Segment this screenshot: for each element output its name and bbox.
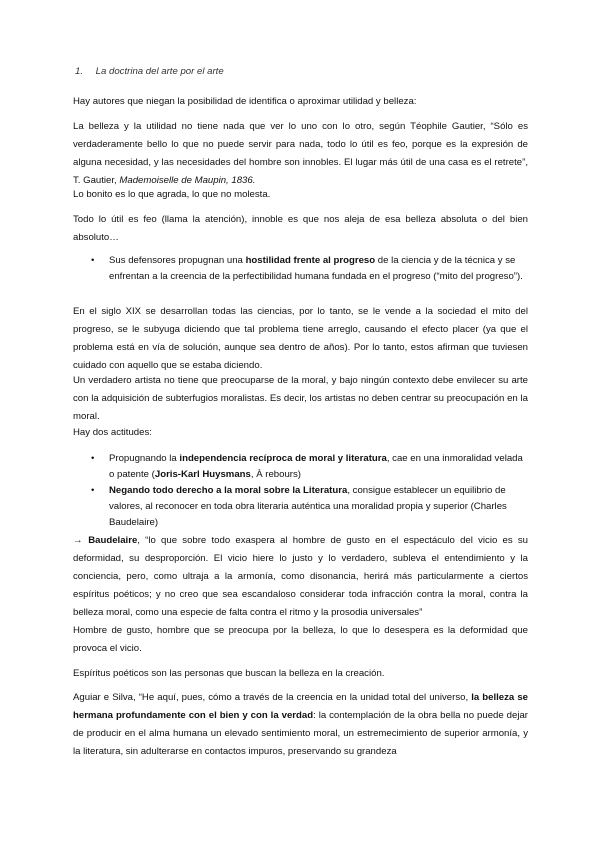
aguiar-text: Aguiar e Silva, “He aquí, pues, cómo a través de la creencia en la unidad total del universo, xyxy=(73,692,472,703)
section-number: 1. xyxy=(75,66,84,77)
bullet-text: Propugnando la xyxy=(109,453,180,464)
bullet-dot-icon: • xyxy=(91,485,95,496)
paragraph-artista: Un verdadero artista no tiene que preocuparse de la moral, y bajo ningún contexto debe envilecer su arte con la adquisición de subterfugios moralistas. Es decir, los artistas no deben centrar su preocupación en la moral. xyxy=(73,375,528,422)
section-title: La doctrina del arte por el arte xyxy=(95,66,224,77)
paragraph-gautier xyxy=(73,118,528,190)
paragraph-intro: Hay autores que niegan la posibilidad de identifica o aproximar utilidad y belleza: xyxy=(73,96,417,107)
bullet-list-progreso xyxy=(73,253,528,285)
bullet-text-mid: , cae en una inmoralidad velada o patente ( xyxy=(109,453,523,480)
gautier-quote: La belleza y la utilidad no tiene nada que ver lo uno con lo otro, según Téophile Gautier, “Sólo es verdaderamente bello lo que no puede servir para nada, todo lo útil es feo, porque es la expresión de alguna necesidad, y las necesidades del hombre son innobles. El lugar más útil de una casa es el retrete”, T. Gautier, xyxy=(73,121,528,186)
baudelaire-name: Baudelaire xyxy=(88,535,138,546)
arrow-right-icon: → xyxy=(73,535,83,546)
bullet-text-end: , À rebours) xyxy=(250,469,301,480)
paragraph-aguiar xyxy=(73,689,528,761)
bullet-dot-icon: • xyxy=(91,453,95,464)
paragraph-actitudes: Hay dos actitudes: xyxy=(73,427,152,438)
paragraph-util-feo: Todo lo útil es feo (llama la atención), innoble es que nos aleja de esa belleza absoluta o del bien absoluto… xyxy=(73,214,528,243)
paragraph-siglo-xix: En el siglo XIX se desarrollan todas las ciencias, por lo tanto, se le vende a la sociedad el mito del progreso, se le subyuga diciendo que tal problema tiene arreglo, causando el efecto placer (ya que el problema está en vía de solución, aunque sea dentro de años). Por lo tanto, estos afirman que tuviesen cuidado con aquello que se estaba diciendo. xyxy=(73,306,528,371)
list-item xyxy=(73,451,528,483)
bullet-bold: Negando todo derecho a la moral sobre la Literatura xyxy=(109,485,348,496)
bullet-text: Sus defensores propugnan una xyxy=(109,255,246,266)
baudelaire-quote: , “lo que sobre todo exaspera al hombre de gusto en el espectáculo del vicio es su deformidad, su desproporción. El vicio hiere lo justo y lo verdadero, subleva el entendimiento y la conciencia, pero, como ultraja a la armonía, como disonancia, herirá más particularmente a ciertos espíritus poéticos; y no creo que sea escandaloso considerar toda infracción contra la moral, contra la belleza moral, como una especie de falta contra el ritmo y la prosodia universales” xyxy=(73,535,528,618)
bullet-dot-icon: • xyxy=(91,255,95,266)
list-item xyxy=(73,253,528,285)
section-heading xyxy=(75,66,224,77)
paragraph-baudelaire xyxy=(73,532,528,622)
aguiar-bold: la belleza se hermana profundamente con el bien y con la verdad xyxy=(73,692,528,721)
gautier-source: Mademoiselle de Maupin, 1836. xyxy=(119,175,256,186)
paragraph-bonito: Lo bonito es lo que agrada, lo que no molesta. xyxy=(73,189,271,200)
bullet-list-actitudes xyxy=(73,451,528,531)
paragraph-hombre-gusto: Hombre de gusto, hombre que se preocupa por la belleza, lo que lo desespera es la deformidad que provoca el vicio. xyxy=(73,625,528,654)
bullet-bold: independencia recíproca de moral y literatura xyxy=(179,453,387,464)
aguiar-text-end: : la contemplación de la obra bella no puede dejar de producir en el alma humana un elevado sentimiento moral, un estremecimiento de superior armonía, y la literatura, sin adulterarse en contactos impuros, preservando su grandeza xyxy=(73,710,528,757)
paragraph-espiritus: Espíritus poéticos son las personas que buscan la belleza en la creación. xyxy=(73,668,385,679)
bullet-bold: hostilidad frente al progreso xyxy=(245,255,376,266)
bullet-bold-author: Joris-Karl Huysmans xyxy=(154,469,251,480)
bullet-text-end: de la ciencia y de la técnica y se enfrentan a la creencia de la perfectibilidad humana fundada en el progreso (“mito del progreso”). xyxy=(109,255,523,282)
list-item xyxy=(73,483,528,531)
bullet-text-end: , consigue establecer un equilibrio de valores, al reconocer en toda obra literaria auténtica una moralidad propia y superior (Charles Baudelaire) xyxy=(109,485,507,528)
